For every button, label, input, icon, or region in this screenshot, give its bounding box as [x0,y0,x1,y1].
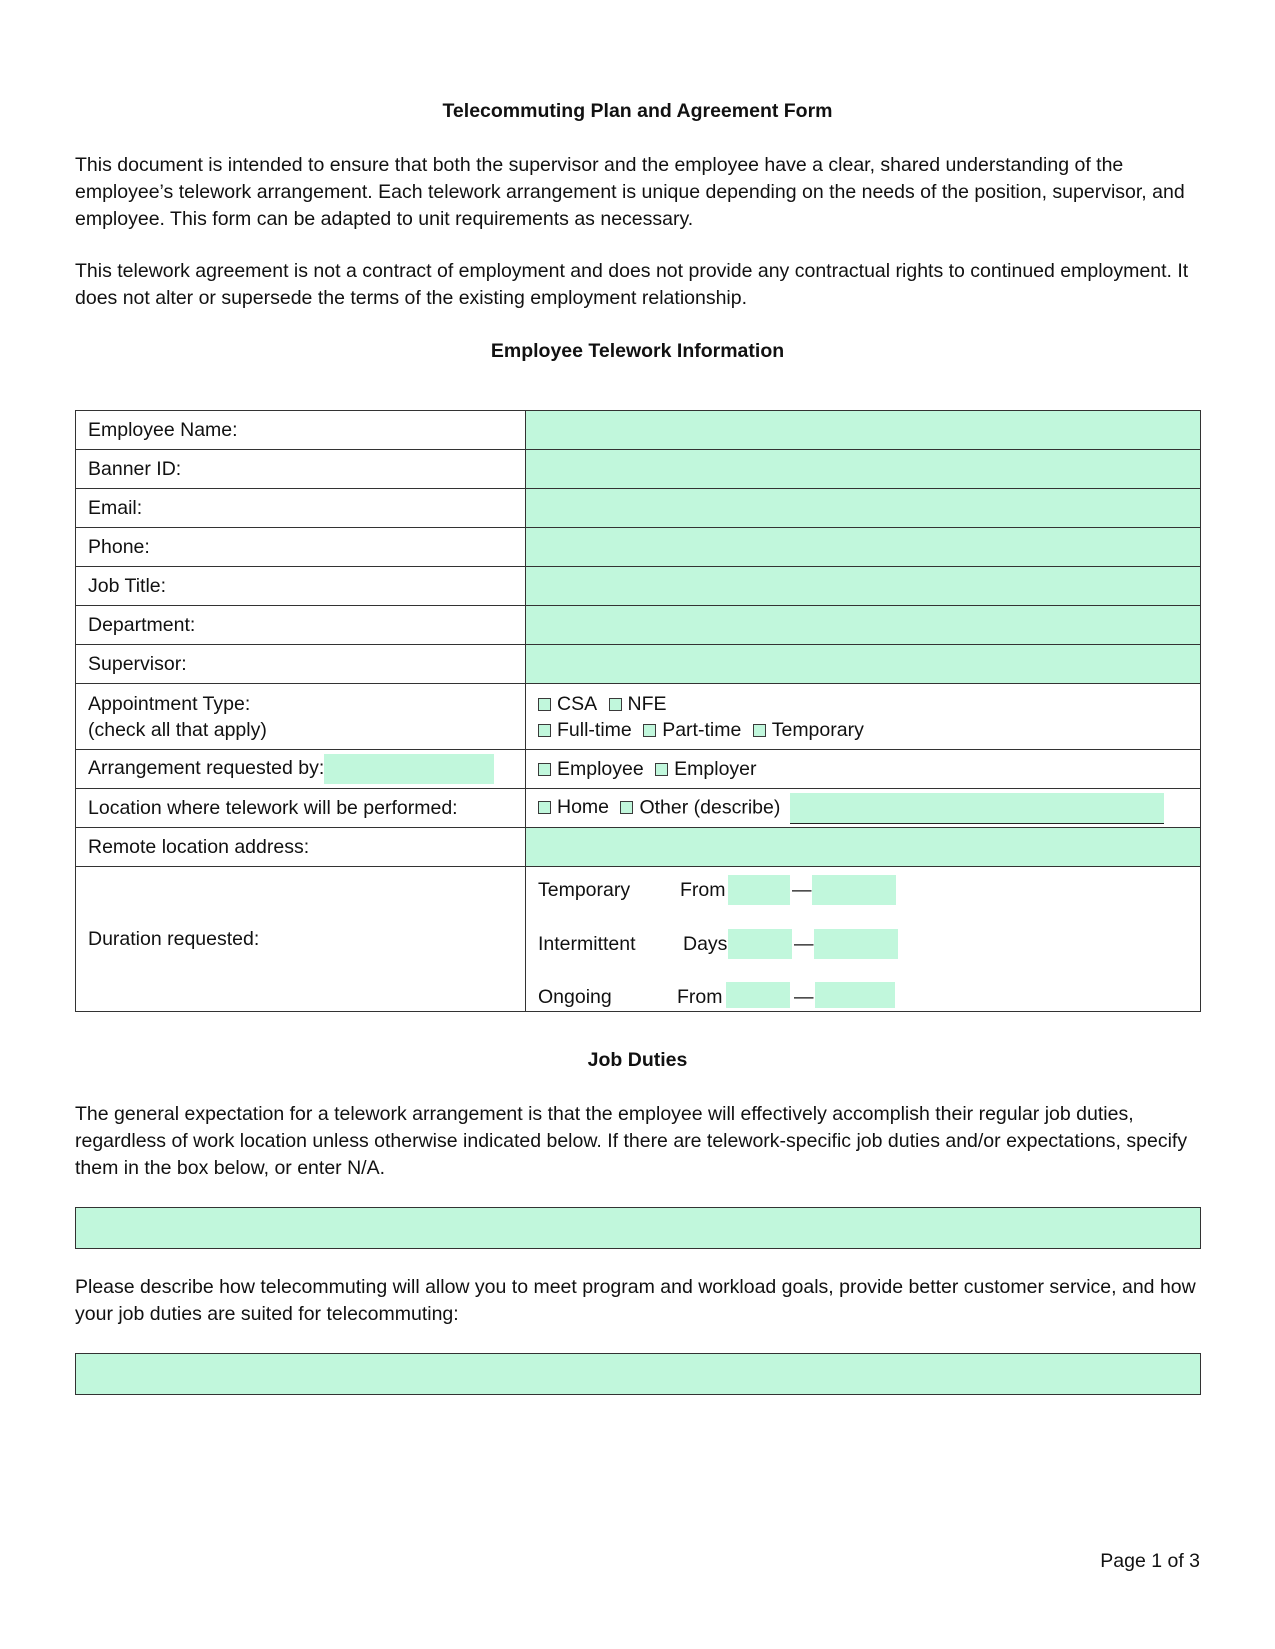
employee-checkbox[interactable] [538,763,551,776]
appointment-type-label-line1: Appointment Type: [88,692,251,715]
remote-address-label: Remote location address: [76,828,526,867]
email-label: Email: [76,489,526,528]
duration-type-label: Temporary [538,879,631,901]
remote-address-field[interactable] [526,828,1201,867]
home-option-label: Home [557,796,610,819]
duration-type-label: Ongoing [538,986,612,1008]
part-time-checkbox[interactable] [643,724,656,737]
nfe-option-label: NFE [627,692,667,715]
temporary-from-date-field[interactable] [728,875,790,905]
department-field[interactable] [526,606,1201,645]
arrangement-requested-field[interactable] [324,754,494,784]
arrangement-requested-label: Arrangement requested by: [88,757,325,780]
intro-paragraph: This document is intended to ensure that both the supervisor and the employee have a clear, shared understanding of the employee’s telework arrangement. Each telework arrangement is unique depending on the needs of the position, supervisor, and employee. This form can be adapted to unit requirements as necessary. [75,154,1185,230]
employee-option-label: Employee [557,758,644,780]
temporary-option-label: Temporary [771,718,864,741]
appointment-type-options [526,684,1201,750]
supervisor-field[interactable] [526,645,1201,684]
nfe-checkbox[interactable] [609,698,622,711]
other-location-field[interactable] [790,793,1164,824]
phone-field[interactable] [526,528,1201,567]
duration-dash: — [794,986,814,1008]
full-time-option-label: Full-time [557,718,632,741]
disclaimer-paragraph: This telework agreement is not a contract of employment and does not provide any contractual rights to continued employment. It does not alter or supersede the terms of the existing employment relationship. [75,260,1189,309]
temporary-checkbox[interactable] [753,724,766,737]
duration-type-label: Intermittent [538,933,636,955]
duration-row-temporary [538,875,1188,931]
duration-options [526,867,1201,1012]
duration-label: Duration requested: [76,867,526,1012]
part-time-option-label: Part-time [662,718,742,741]
duration-row-ongoing [538,987,1188,1011]
intermittent-days-end-field[interactable] [814,929,898,959]
full-time-checkbox[interactable] [538,724,551,737]
duration-row-intermittent [538,931,1188,987]
duration-dash: — [792,879,812,901]
telecommuting-justification-field[interactable] [75,1353,1201,1395]
employer-option-label: Employer [674,758,757,780]
ongoing-from-date-field[interactable] [726,982,790,1008]
appointment-type-label [76,684,526,750]
job-title-field[interactable] [526,567,1201,606]
csa-option-label: CSA [557,692,598,715]
duration-unit-label: From [677,986,723,1008]
employee-name-field[interactable] [526,411,1201,450]
describe-paragraph: Please describe how telecommuting will allow you to meet program and workload goals, provide better customer service, and how your job duties are suited for telecommuting: [75,1276,1196,1325]
location-label: Location where telework will be performed: [76,789,526,828]
ongoing-to-date-field[interactable] [815,982,895,1008]
banner-id-field[interactable] [526,450,1201,489]
employee-name-label: Employee Name: [76,411,526,450]
phone-label: Phone: [76,528,526,567]
section-title-job-duties: Job Duties [587,1049,688,1071]
home-checkbox[interactable] [538,801,551,814]
job-duties-paragraph: The general expectation for a telework arrangement is that the employee will effectively accomplish their regular job duties, regardless of work location unless otherwise indicated below. If there are telework-specific job duties and/or expectations, specify them in the box below, or enter N/A. [75,1103,1188,1179]
intermittent-days-field[interactable] [728,929,792,959]
arrangement-options [526,750,1201,789]
section-title-info: Employee Telework Information [490,340,785,362]
employee-info-table [75,410,1201,1012]
supervisor-label: Supervisor: [76,645,526,684]
job-title-label: Job Title: [76,567,526,606]
banner-id-label: Banner ID: [76,450,526,489]
arrangement-requested-label-cell [76,750,526,789]
csa-checkbox[interactable] [538,698,551,711]
duration-unit-label: From [680,879,726,901]
other-checkbox[interactable] [620,801,633,814]
other-option-label: Other (describe) [639,796,781,819]
appointment-type-label-line2: (check all that apply) [88,718,267,741]
location-options [526,789,1201,828]
duration-unit-label: Days [683,933,728,955]
email-field[interactable] [526,489,1201,528]
job-duties-field[interactable] [75,1207,1201,1249]
duration-dash: — [794,933,814,955]
form-title: Telecommuting Plan and Agreement Form [442,100,833,122]
department-label: Department: [76,606,526,645]
employer-checkbox[interactable] [655,763,668,776]
temporary-to-date-field[interactable] [812,875,896,905]
page-number: Page 1 of 3 [1100,1550,1200,1572]
